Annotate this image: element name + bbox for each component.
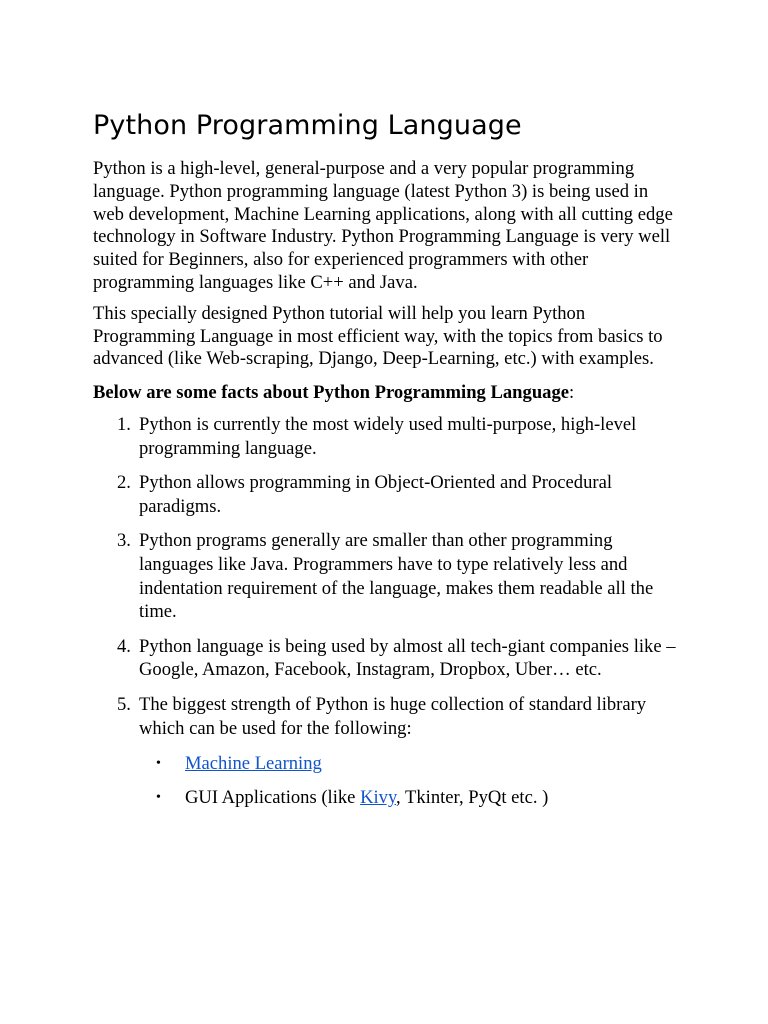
document-content xyxy=(93,108,678,820)
fact-item-1 xyxy=(93,413,678,460)
gui-text-suffix: , Tkinter, PyQt etc. ) xyxy=(396,786,549,808)
facts-heading-colon: : xyxy=(569,382,575,404)
fact-text: The biggest strength of Python is huge collection of standard library which can be used for the following: xyxy=(139,693,647,739)
fact-item-5 xyxy=(93,693,678,809)
intro-paragraph: Python is a high-level, general-purpose and a very popular programming language. Python programming language (latest Python 3) is being used in web development, Machine Learning applications, along with all cutting edge technology in Software Industry. Python Programming Language is very well suited for Beginners, also for experienced programmers with other programming languages like C++ and Java. xyxy=(93,158,673,293)
facts-list xyxy=(93,413,678,809)
facts-heading xyxy=(93,382,678,405)
fact-item-2 xyxy=(93,471,678,518)
fact-number: 1. xyxy=(117,413,131,435)
bullet-icon: • xyxy=(156,756,161,772)
facts-heading-bold: Below are some facts about Python Programming Language xyxy=(93,382,570,404)
fact-number: 3. xyxy=(117,530,131,552)
bullet-icon: • xyxy=(156,789,161,805)
fact-text: Python language is being used by almost all tech-giant companies like – Google, Amazon, Facebook, Instagram, Dropbox, Uber… etc. xyxy=(139,635,676,681)
tutorial-paragraph: This specially designed Python tutorial will help you learn Python Programming Language in most efficient way, with the topics from basics to advanced (like Web-scraping, Django, Deep-Learning, etc.) with examples. xyxy=(93,302,663,370)
kivy-link[interactable]: Kivy xyxy=(360,786,397,808)
fact-text: Python allows programming in Object-Oriented and Procedural paradigms. xyxy=(139,472,612,517)
library-use-item-gui xyxy=(92,786,678,810)
machine-learning-link[interactable]: Machine Learning xyxy=(185,753,322,775)
fact-text: Python programs generally are smaller than other programming languages like Java. Programmers have to type relatively less and indentation requirement of the language, makes them readable all the time. xyxy=(139,530,654,623)
fact-number: 5. xyxy=(117,693,131,715)
fact-item-3 xyxy=(93,529,678,623)
page-title: Python Programming Language xyxy=(93,110,522,141)
gui-text-prefix: GUI Applications (like xyxy=(185,786,361,808)
library-uses-list xyxy=(139,752,678,809)
fact-item-4 xyxy=(93,635,678,682)
library-use-item-machine-learning xyxy=(92,752,678,776)
fact-number: 2. xyxy=(117,472,131,494)
fact-text: Python is currently the most widely used multi-purpose, high-level programming language. xyxy=(139,413,637,459)
fact-number: 4. xyxy=(117,635,131,657)
